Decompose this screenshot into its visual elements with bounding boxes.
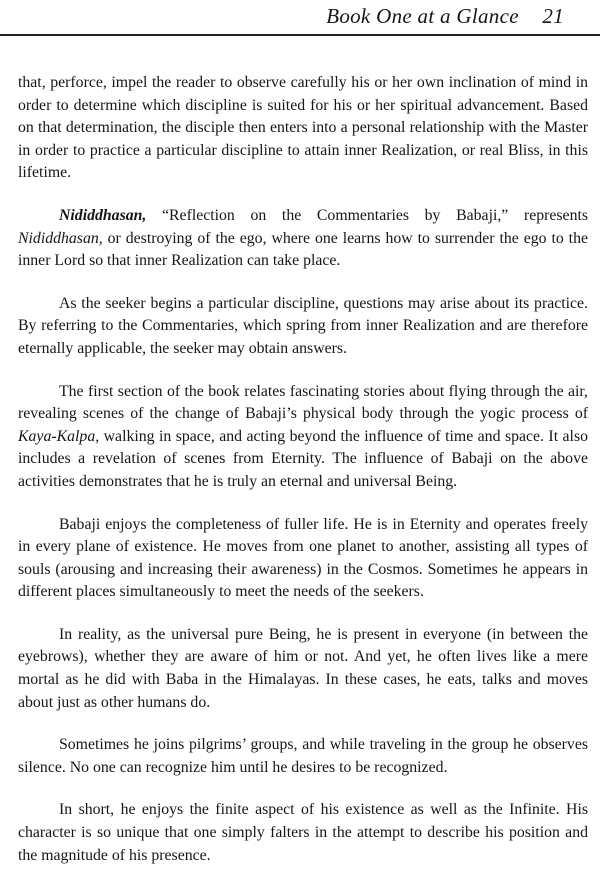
paragraph-seeker xyxy=(18,293,588,361)
paragraph-text: “Reflection on the Commentaries by Babaji,” represents xyxy=(146,206,588,224)
paragraph-text: walking in space, and acting beyond the influence of time and space. It also includes a revelation of scenes from Eternity. The influence of Babaji on the above activities demonstrates that he is truly an eternal and universal Being. xyxy=(18,427,588,490)
paragraph-text: Sometimes he joins pilgrims’ groups, and while traveling in the group he observes silence. No one can recognize him until he desires to be recognized. xyxy=(18,736,588,776)
paragraph-text: that, perforce, impel the reader to observe carefully his or her own inclination of mind in order to determine which discipline is suited for his or her spiritual advancement. Based on that determination, the disciple then enters into a personal relationship with the Master in order to practice a particular discipline to attain inner Realization, or real Bliss, in this lifetime. xyxy=(18,74,588,182)
paragraph-continuation xyxy=(18,72,588,185)
running-header xyxy=(326,4,564,29)
paragraph-text: In short, he enjoys the finite aspect of his existence as well as the Infinite. His character is so unique that one simply falters in the attempt to describe his position and the magnitude of his presence. xyxy=(18,801,588,864)
paragraph-fuller-life xyxy=(18,514,588,604)
paragraph-nididdhasan xyxy=(18,205,588,273)
page-number: 21 xyxy=(542,4,564,28)
term-nididdhasan: Nididdhasan, xyxy=(59,206,147,224)
italic-term: Kaya-Kalpa, xyxy=(18,427,100,445)
chapter-title: Book One at a Glance xyxy=(326,4,519,28)
paragraph-text: or destroying of the ego, where one learns how to surrender the ego to the inner Lord so that inner Realization can take place. xyxy=(18,229,588,270)
paragraph-text: The first section of the book relates fascinating stories about flying through the air, revealing scenes of the change of Babaji’s physical body through the yogic process of xyxy=(18,382,588,423)
italic-term: Nididdhasan, xyxy=(18,229,103,247)
paragraph-text: As the seeker begins a particular discipline, questions may arise about its practice. By referring to the Commentaries, which spring from inner Realization and are therefore eternally applicable, the seeker may obtain answers. xyxy=(18,294,588,357)
paragraph-reality xyxy=(18,624,588,714)
paragraph-finite-infinite xyxy=(18,799,588,867)
paragraph-pilgrims xyxy=(18,734,588,779)
header-rule xyxy=(0,34,600,36)
paragraph-first-section xyxy=(18,381,588,494)
paragraph-text: In reality, as the universal pure Being, he is present in everyone (in between the eyebrows), whether they are aware of him or not. And yet, he often lives like a mere mortal as he did with Baba in the Himalayas. In these cases, he eats, talks and moves about just as other humans do. xyxy=(18,625,588,711)
body-text xyxy=(18,72,588,887)
paragraph-text: Babaji enjoys the completeness of fuller life. He is in Eternity and operates freely in every plane of existence. He moves from one planet to another, assisting all types of souls (arousing and increasing their awareness) in the Cosmos. Sometimes he appears in different places simultaneously to meet the needs of the seekers. xyxy=(18,515,588,601)
